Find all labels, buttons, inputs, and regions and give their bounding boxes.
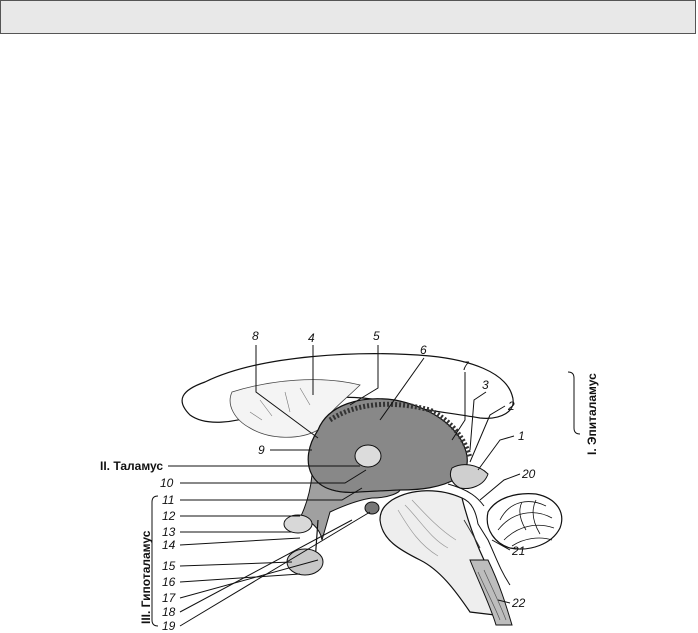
label-11: 11 bbox=[162, 493, 175, 507]
mammillary-body bbox=[365, 502, 379, 514]
cerebellum bbox=[487, 494, 562, 549]
label-8: 8 bbox=[252, 329, 259, 343]
label-thalamus: II. Таламус bbox=[100, 459, 164, 473]
pineal-region bbox=[450, 465, 488, 489]
label-3: 3 bbox=[482, 378, 489, 392]
epithalamus-bracket bbox=[568, 372, 580, 434]
label-22: 22 bbox=[512, 596, 526, 610]
label-21: 21 bbox=[512, 544, 526, 558]
label-12: 12 bbox=[162, 509, 176, 523]
label-5: 5 bbox=[373, 329, 380, 343]
label-16: 16 bbox=[162, 575, 176, 589]
label-18: 18 bbox=[162, 605, 176, 619]
label-1: 1 bbox=[518, 429, 525, 443]
label-15: 15 bbox=[162, 559, 176, 573]
optic-chiasm bbox=[284, 515, 312, 533]
label-13: 13 bbox=[162, 525, 176, 539]
interthalamic-adhesion bbox=[355, 445, 381, 467]
label-2: 2 bbox=[508, 399, 515, 413]
label-epithalamus: I. Эпиталамус bbox=[585, 373, 599, 455]
pituitary bbox=[287, 549, 323, 575]
label-14: 14 bbox=[162, 538, 176, 552]
label-19: 19 bbox=[162, 619, 176, 633]
label-9: 9 bbox=[258, 443, 265, 457]
label-20: 20 bbox=[522, 467, 536, 481]
brainstem bbox=[380, 491, 502, 615]
label-10: 10 bbox=[160, 476, 174, 490]
label-17: 17 bbox=[162, 591, 176, 605]
label-4: 4 bbox=[308, 331, 315, 345]
label-hypothalamus: III. Гипоталамус bbox=[139, 530, 153, 624]
label-7: 7 bbox=[462, 359, 469, 373]
label-6: 6 bbox=[420, 343, 427, 357]
